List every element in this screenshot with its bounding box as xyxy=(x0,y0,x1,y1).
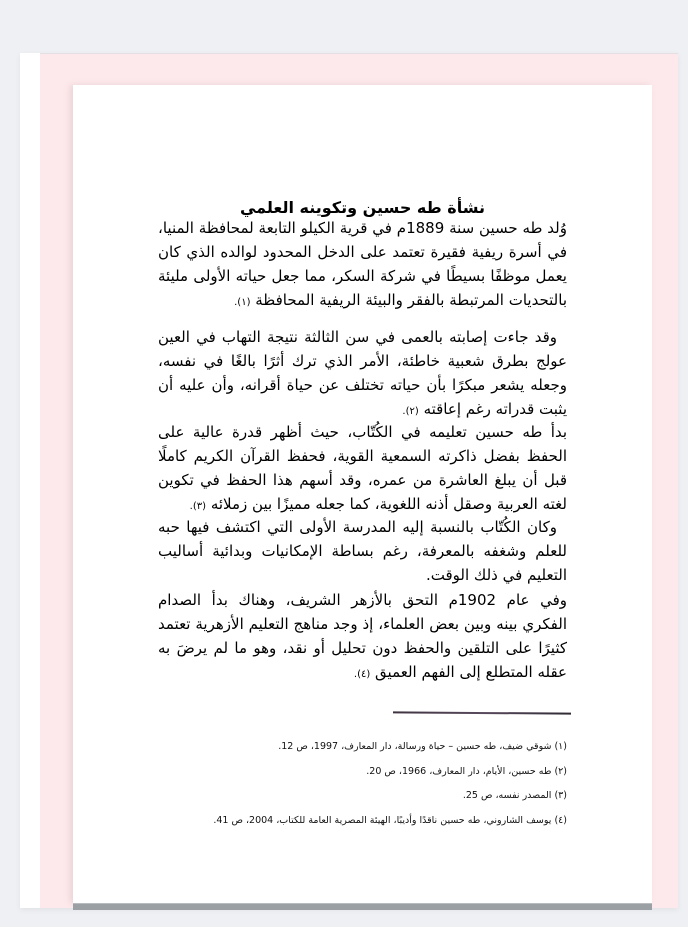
paragraph-5 xyxy=(158,588,567,687)
footnote-2: (٢) طه حسين، الأيام، دار المعارف، 1966، ص 20. xyxy=(366,765,567,777)
footnote-ref: (١). xyxy=(234,297,251,308)
paragraph-2 xyxy=(158,325,567,424)
paragraph-text: وكان الكُتّاب بالنسبة إليه المدرسة الأولى التي اكتشف فيها حبه للعلم وشغفه بالمعرفة، رغم بساطة الإمكانيات وبدائية أساليب التعليم في ذلك الوقت. xyxy=(158,518,567,584)
page-bottom-edge xyxy=(73,903,652,910)
footnote-1: (١) شوقي ضيف، طه حسين – حياة ورسالة، دار المعارف، 1997، ص 12. xyxy=(278,741,567,752)
footnote-4: (٤) يوسف الشاروني، طه حسين ناقدًا وأديبًا، الهيئة المصرية العامة للكتاب، 2004، ص 41. xyxy=(213,814,567,826)
paragraph-4 xyxy=(158,515,567,590)
footnote-ref: (٣). xyxy=(189,501,207,512)
document-page xyxy=(73,85,652,903)
footnote-ref: (٤). xyxy=(353,669,371,680)
paragraph-3 xyxy=(158,420,567,519)
paragraph-text: وقد جاءت إصابته بالعمى في سن الثالثة نتيجة التهاب في العين عولج بطرق شعبية خاطئة، الأمر الذي ترك أثرًا بالغًا في نفسه، وجعله يشعر مبكرًا بأن حياته تختلف عن حياة أقرانه، وأن عليه أن يثبت قدراته رغم إعاقته xyxy=(158,328,567,418)
paragraph-text: بدأ طه حسين تعليمه في الكُتّاب، حيث أظهر قدرة عالية على الحفظ بفضل ذاكرته السمعية القوية، فحفظ القرآن الكريم كاملًا قبل أن يبلغ العاشرة من عمره، وقد أسهم هذا الحفظ في تكوين لغته العربية وصقل أذنه اللغوية، كما جعله مميزًا بين زملائه xyxy=(158,423,567,513)
footnote-3: (٣) المصدر نفسه، ص 25. xyxy=(462,790,567,801)
paragraph-1 xyxy=(158,216,567,315)
viewer-top-border xyxy=(20,53,678,54)
paragraph-text: وفي عام 1902م التحق بالأزهر الشريف، وهناك بدأ الصدام الفكري بينه وبين بعض العلماء، إذ وجد مناهج التعليم الأزهرية تعتمد كثيرًا على التلقين والحفظ دون تحليل أو نقد، وهو ما لم يرضَ به عقله المتطلع إلى الفهم العميق xyxy=(158,591,567,681)
footnotes-list xyxy=(158,735,567,833)
paragraph-text: وُلد طه حسين سنة 1889م في قرية الكيلو التابعة لمحافظة المنيا، في أسرة ريفية فقيرة تعتمد على الدخل المحدود لوالده الذي كان يعمل موظفًا بسيطًا في شركة السكر، مما جعل حياته الأولى مليئة بالتحديات المرتبطة بالفقر والبيئة الريفية المحافظة xyxy=(158,219,567,309)
footnote-divider xyxy=(393,711,571,714)
viewer-left-strip xyxy=(20,53,40,908)
footnote-ref: (٢). xyxy=(402,406,419,417)
page-title: نشأة طه حسين وتكوينه العلمي xyxy=(239,198,486,217)
